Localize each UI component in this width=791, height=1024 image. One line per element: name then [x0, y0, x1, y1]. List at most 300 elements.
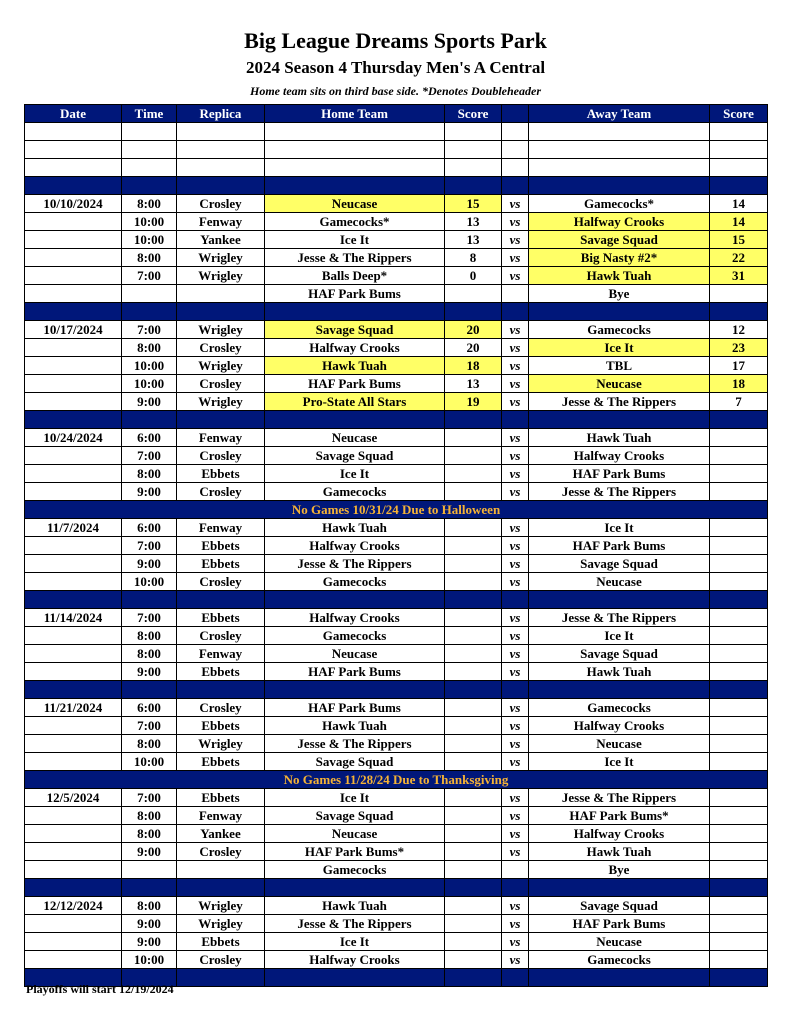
home-team-cell: Savage Squad — [265, 807, 445, 825]
date-cell — [25, 573, 122, 591]
playoffs-note: Playoffs will start 12/19/2024 — [26, 982, 174, 996]
home-score-cell: 13 — [445, 375, 502, 393]
separator-cell — [265, 303, 445, 321]
home-team-cell: Hawk Tuah — [265, 357, 445, 375]
home-score-cell — [445, 465, 502, 483]
time-cell: 7:00 — [122, 717, 177, 735]
game-row — [25, 753, 768, 771]
separator-cell — [122, 177, 177, 195]
vs-cell: vs — [502, 645, 529, 663]
separator-cell — [122, 879, 177, 897]
separator-cell — [177, 591, 265, 609]
separator-cell — [25, 411, 122, 429]
replica-cell: Crosley — [177, 951, 265, 969]
away-score-cell — [710, 951, 768, 969]
time-cell: 10:00 — [122, 573, 177, 591]
home-team-cell: Ice It — [265, 789, 445, 807]
separator-cell — [445, 879, 502, 897]
away-score-cell — [710, 699, 768, 717]
blank-cell — [710, 123, 768, 141]
away-team-cell: Halfway Crooks — [529, 717, 710, 735]
vs-cell: vs — [502, 357, 529, 375]
home-score-cell — [445, 483, 502, 501]
separator-row — [25, 501, 768, 519]
game-row — [25, 663, 768, 681]
replica-cell: Wrigley — [177, 897, 265, 915]
col-time-header: Time — [122, 105, 177, 123]
time-cell: 7:00 — [122, 321, 177, 339]
home-score-cell: 13 — [445, 231, 502, 249]
date-cell — [25, 267, 122, 285]
blank-cell — [25, 159, 122, 177]
away-score-cell — [710, 627, 768, 645]
away-team-cell: Savage Squad — [529, 555, 710, 573]
separator-cell — [502, 177, 529, 195]
home-score-cell — [445, 861, 502, 879]
game-row — [25, 933, 768, 951]
date-cell — [25, 483, 122, 501]
home-score-cell — [445, 699, 502, 717]
game-row — [25, 573, 768, 591]
time-cell: 7:00 — [122, 267, 177, 285]
page-title: Big League Dreams Sports Park — [244, 28, 547, 53]
away-team-cell: Jesse & The Rippers — [529, 483, 710, 501]
home-score-cell — [445, 735, 502, 753]
home-team-cell: Savage Squad — [265, 447, 445, 465]
vs-cell: vs — [502, 555, 529, 573]
time-cell: 9:00 — [122, 483, 177, 501]
away-score-cell: 18 — [710, 375, 768, 393]
home-team-cell: Halfway Crooks — [265, 537, 445, 555]
away-team-cell: Hawk Tuah — [529, 429, 710, 447]
home-score-cell — [445, 789, 502, 807]
replica-cell: Wrigley — [177, 735, 265, 753]
vs-cell: vs — [502, 375, 529, 393]
blank-cell — [122, 123, 177, 141]
game-row — [25, 231, 768, 249]
vs-cell: vs — [502, 609, 529, 627]
blank-cell — [177, 141, 265, 159]
away-team-cell: HAF Park Bums — [529, 537, 710, 555]
away-team-cell: Ice It — [529, 519, 710, 537]
home-team-cell: Savage Squad — [265, 753, 445, 771]
time-cell: 8:00 — [122, 249, 177, 267]
separator-cell — [122, 591, 177, 609]
date-cell — [25, 231, 122, 249]
away-score-cell — [710, 915, 768, 933]
date-cell — [25, 465, 122, 483]
separator-row — [25, 879, 768, 897]
separator-cell — [177, 411, 265, 429]
home-score-cell: 20 — [445, 339, 502, 357]
time-cell: 7:00 — [122, 789, 177, 807]
time-cell: 10:00 — [122, 951, 177, 969]
blank-cell — [265, 141, 445, 159]
replica-cell: Yankee — [177, 231, 265, 249]
away-score-cell — [710, 537, 768, 555]
time-cell: 8:00 — [122, 807, 177, 825]
home-team-cell: Gamecocks — [265, 861, 445, 879]
page-subtitle: 2024 Season 4 Thursday Men's A Central — [245, 58, 546, 77]
blank-cell — [445, 141, 502, 159]
away-team-cell: Savage Squad — [529, 645, 710, 663]
time-cell: 9:00 — [122, 555, 177, 573]
blank-cell — [122, 159, 177, 177]
time-cell: 10:00 — [122, 213, 177, 231]
vs-cell: vs — [502, 213, 529, 231]
away-team-cell: Gamecocks* — [529, 195, 710, 213]
replica-cell: Ebbets — [177, 933, 265, 951]
home-team-cell: HAF Park Bums — [265, 663, 445, 681]
home-team-cell: Halfway Crooks — [265, 339, 445, 357]
separator-cell — [529, 177, 710, 195]
game-row — [25, 537, 768, 555]
blank-cell — [445, 123, 502, 141]
replica-cell: Wrigley — [177, 915, 265, 933]
away-team-cell: Jesse & The Rippers — [529, 393, 710, 411]
replica-cell: Crosley — [177, 843, 265, 861]
game-row — [25, 699, 768, 717]
vs-cell: vs — [502, 321, 529, 339]
replica-cell: Ebbets — [177, 717, 265, 735]
game-row — [25, 807, 768, 825]
away-team-cell: HAF Park Bums — [529, 915, 710, 933]
col-away-team-header: Away Team — [529, 105, 710, 123]
away-score-cell — [710, 735, 768, 753]
notice-text: No Games 10/31/24 Due to Halloween — [25, 501, 768, 519]
separator-cell — [177, 177, 265, 195]
time-cell: 6:00 — [122, 429, 177, 447]
replica-cell: Crosley — [177, 483, 265, 501]
home-score-cell — [445, 753, 502, 771]
time-cell: 8:00 — [122, 897, 177, 915]
away-score-cell — [710, 555, 768, 573]
time-cell — [122, 861, 177, 879]
home-team-cell: HAF Park Bums — [265, 285, 445, 303]
separator-row — [25, 591, 768, 609]
blank-cell — [122, 141, 177, 159]
time-cell: 8:00 — [122, 465, 177, 483]
separator-cell — [502, 303, 529, 321]
separator-cell — [710, 879, 768, 897]
replica-cell: Wrigley — [177, 267, 265, 285]
away-team-cell: Big Nasty #2* — [529, 249, 710, 267]
game-row — [25, 357, 768, 375]
replica-cell: Ebbets — [177, 537, 265, 555]
blank-cell — [529, 141, 710, 159]
blank-cell — [710, 141, 768, 159]
date-cell — [25, 645, 122, 663]
home-score-cell: 8 — [445, 249, 502, 267]
away-score-cell — [710, 519, 768, 537]
away-team-cell: Halfway Crooks — [529, 447, 710, 465]
away-team-cell: Neucase — [529, 735, 710, 753]
date-cell — [25, 357, 122, 375]
away-score-cell: 12 — [710, 321, 768, 339]
col-replica-header: Replica — [177, 105, 265, 123]
home-score-cell: 18 — [445, 357, 502, 375]
separator-cell — [710, 969, 768, 987]
home-team-cell: Jesse & The Rippers — [265, 735, 445, 753]
separator-cell — [122, 681, 177, 699]
home-score-cell — [445, 915, 502, 933]
home-score-cell — [445, 843, 502, 861]
away-score-cell: 15 — [710, 231, 768, 249]
replica-cell: Fenway — [177, 429, 265, 447]
game-row — [25, 249, 768, 267]
game-row — [25, 519, 768, 537]
home-team-cell: Balls Deep* — [265, 267, 445, 285]
separator-cell — [502, 591, 529, 609]
game-row — [25, 897, 768, 915]
game-row — [25, 339, 768, 357]
game-row — [25, 861, 768, 879]
time-cell: 8:00 — [122, 339, 177, 357]
game-row — [25, 735, 768, 753]
game-row — [25, 267, 768, 285]
game-row — [25, 447, 768, 465]
separator-cell — [122, 303, 177, 321]
game-row — [25, 321, 768, 339]
notice-text: No Games 11/28/24 Due to Thanksgiving — [25, 771, 768, 789]
separator-row — [25, 177, 768, 195]
date-cell — [25, 663, 122, 681]
date-cell — [25, 825, 122, 843]
time-cell: 7:00 — [122, 447, 177, 465]
separator-cell — [529, 411, 710, 429]
vs-cell: vs — [502, 717, 529, 735]
time-cell: 6:00 — [122, 519, 177, 537]
away-team-cell: Gamecocks — [529, 699, 710, 717]
away-team-cell: Neucase — [529, 933, 710, 951]
away-team-cell: Ice It — [529, 339, 710, 357]
date-cell — [25, 843, 122, 861]
time-cell: 10:00 — [122, 375, 177, 393]
vs-cell: vs — [502, 789, 529, 807]
away-score-cell — [710, 717, 768, 735]
date-cell — [25, 393, 122, 411]
separator-cell — [710, 591, 768, 609]
home-score-cell: 15 — [445, 195, 502, 213]
separator-cell — [177, 681, 265, 699]
vs-cell: vs — [502, 753, 529, 771]
away-team-cell: Jesse & The Rippers — [529, 609, 710, 627]
separator-cell — [265, 681, 445, 699]
replica-cell: Crosley — [177, 699, 265, 717]
replica-cell: Crosley — [177, 627, 265, 645]
vs-cell: vs — [502, 465, 529, 483]
home-score-cell: 20 — [445, 321, 502, 339]
separator-cell — [445, 681, 502, 699]
time-cell: 6:00 — [122, 699, 177, 717]
time-cell: 9:00 — [122, 843, 177, 861]
col-home-score-header: Score — [445, 105, 502, 123]
away-team-cell: Ice It — [529, 753, 710, 771]
blank-cell — [265, 159, 445, 177]
date-cell — [25, 447, 122, 465]
time-cell: 8:00 — [122, 735, 177, 753]
blank-cell — [25, 141, 122, 159]
replica-cell — [177, 285, 265, 303]
away-score-cell — [710, 897, 768, 915]
home-team-cell: Halfway Crooks — [265, 951, 445, 969]
away-team-cell: Halfway Crooks — [529, 825, 710, 843]
replica-cell — [177, 861, 265, 879]
separator-cell — [122, 411, 177, 429]
away-team-cell: HAF Park Bums* — [529, 807, 710, 825]
game-row — [25, 213, 768, 231]
away-score-cell — [710, 483, 768, 501]
away-team-cell: Hawk Tuah — [529, 267, 710, 285]
date-cell: 11/14/2024 — [25, 609, 122, 627]
home-team-cell: Jesse & The Rippers — [265, 915, 445, 933]
blank-cell — [710, 159, 768, 177]
game-row — [25, 717, 768, 735]
separator-cell — [710, 681, 768, 699]
game-row — [25, 789, 768, 807]
separator-cell — [529, 969, 710, 987]
replica-cell: Crosley — [177, 339, 265, 357]
vs-cell — [502, 285, 529, 303]
away-team-cell: Hawk Tuah — [529, 843, 710, 861]
away-team-cell: Ice It — [529, 627, 710, 645]
vs-cell: vs — [502, 393, 529, 411]
home-team-cell: HAF Park Bums* — [265, 843, 445, 861]
home-team-cell: Jesse & The Rippers — [265, 555, 445, 573]
time-cell: 9:00 — [122, 915, 177, 933]
home-team-cell: Gamecocks — [265, 573, 445, 591]
date-cell — [25, 213, 122, 231]
time-cell: 8:00 — [122, 825, 177, 843]
home-score-cell — [445, 573, 502, 591]
home-score-cell: 0 — [445, 267, 502, 285]
separator-cell — [265, 591, 445, 609]
schedule-table — [24, 104, 768, 987]
date-cell — [25, 933, 122, 951]
time-cell: 7:00 — [122, 537, 177, 555]
home-score-cell — [445, 933, 502, 951]
col-home-team-header: Home Team — [265, 105, 445, 123]
game-row — [25, 285, 768, 303]
game-row — [25, 843, 768, 861]
blank-row — [25, 159, 768, 177]
away-score-cell: 22 — [710, 249, 768, 267]
away-team-cell: Gamecocks — [529, 951, 710, 969]
time-cell: 9:00 — [122, 933, 177, 951]
home-team-cell: HAF Park Bums — [265, 699, 445, 717]
game-row — [25, 555, 768, 573]
vs-cell: vs — [502, 933, 529, 951]
game-row — [25, 915, 768, 933]
separator-cell — [177, 879, 265, 897]
vs-cell: vs — [502, 195, 529, 213]
page-note: Home team sits on third base side. *Denotes Doubleheader — [250, 84, 541, 98]
separator-cell — [502, 879, 529, 897]
separator-cell — [710, 411, 768, 429]
blank-cell — [529, 159, 710, 177]
home-team-cell: Neucase — [265, 645, 445, 663]
replica-cell: Ebbets — [177, 753, 265, 771]
blank-cell — [445, 159, 502, 177]
home-team-cell: Hawk Tuah — [265, 717, 445, 735]
separator-cell — [445, 303, 502, 321]
away-score-cell — [710, 663, 768, 681]
away-score-cell — [710, 609, 768, 627]
date-cell — [25, 807, 122, 825]
game-row — [25, 825, 768, 843]
vs-cell: vs — [502, 573, 529, 591]
home-team-cell: Neucase — [265, 195, 445, 213]
replica-cell: Wrigley — [177, 249, 265, 267]
separator-cell — [25, 303, 122, 321]
separator-cell — [710, 177, 768, 195]
separator-cell — [445, 177, 502, 195]
time-cell — [122, 285, 177, 303]
separator-row — [25, 681, 768, 699]
date-cell: 10/24/2024 — [25, 429, 122, 447]
home-score-cell — [445, 663, 502, 681]
col-vs-header — [502, 105, 529, 123]
vs-cell: vs — [502, 249, 529, 267]
date-cell — [25, 861, 122, 879]
away-team-cell: Gamecocks — [529, 321, 710, 339]
separator-cell — [25, 681, 122, 699]
separator-cell — [177, 303, 265, 321]
blank-cell — [177, 123, 265, 141]
vs-cell: vs — [502, 699, 529, 717]
away-score-cell — [710, 843, 768, 861]
vs-cell: vs — [502, 663, 529, 681]
time-cell: 8:00 — [122, 645, 177, 663]
home-team-cell: Hawk Tuah — [265, 519, 445, 537]
separator-cell — [265, 177, 445, 195]
date-cell — [25, 285, 122, 303]
separator-cell — [502, 411, 529, 429]
home-score-cell — [445, 285, 502, 303]
away-score-cell — [710, 573, 768, 591]
replica-cell: Fenway — [177, 807, 265, 825]
blank-cell — [502, 141, 529, 159]
separator-cell — [265, 411, 445, 429]
time-cell: 8:00 — [122, 627, 177, 645]
col-date-header: Date — [25, 105, 122, 123]
vs-cell: vs — [502, 537, 529, 555]
away-score-cell — [710, 825, 768, 843]
vs-cell: vs — [502, 447, 529, 465]
away-team-cell: Bye — [529, 861, 710, 879]
time-cell: 10:00 — [122, 231, 177, 249]
separator-cell — [177, 969, 265, 987]
home-team-cell: Savage Squad — [265, 321, 445, 339]
home-team-cell: Neucase — [265, 825, 445, 843]
away-team-cell: Neucase — [529, 573, 710, 591]
separator-cell — [529, 591, 710, 609]
away-team-cell: Jesse & The Rippers — [529, 789, 710, 807]
separator-row — [25, 303, 768, 321]
replica-cell: Crosley — [177, 573, 265, 591]
date-cell — [25, 753, 122, 771]
home-score-cell — [445, 447, 502, 465]
away-team-cell: HAF Park Bums — [529, 465, 710, 483]
vs-cell: vs — [502, 267, 529, 285]
time-cell: 10:00 — [122, 753, 177, 771]
away-score-cell — [710, 861, 768, 879]
blank-row — [25, 141, 768, 159]
game-row — [25, 483, 768, 501]
vs-cell: vs — [502, 339, 529, 357]
away-team-cell: Hawk Tuah — [529, 663, 710, 681]
blank-cell — [502, 159, 529, 177]
